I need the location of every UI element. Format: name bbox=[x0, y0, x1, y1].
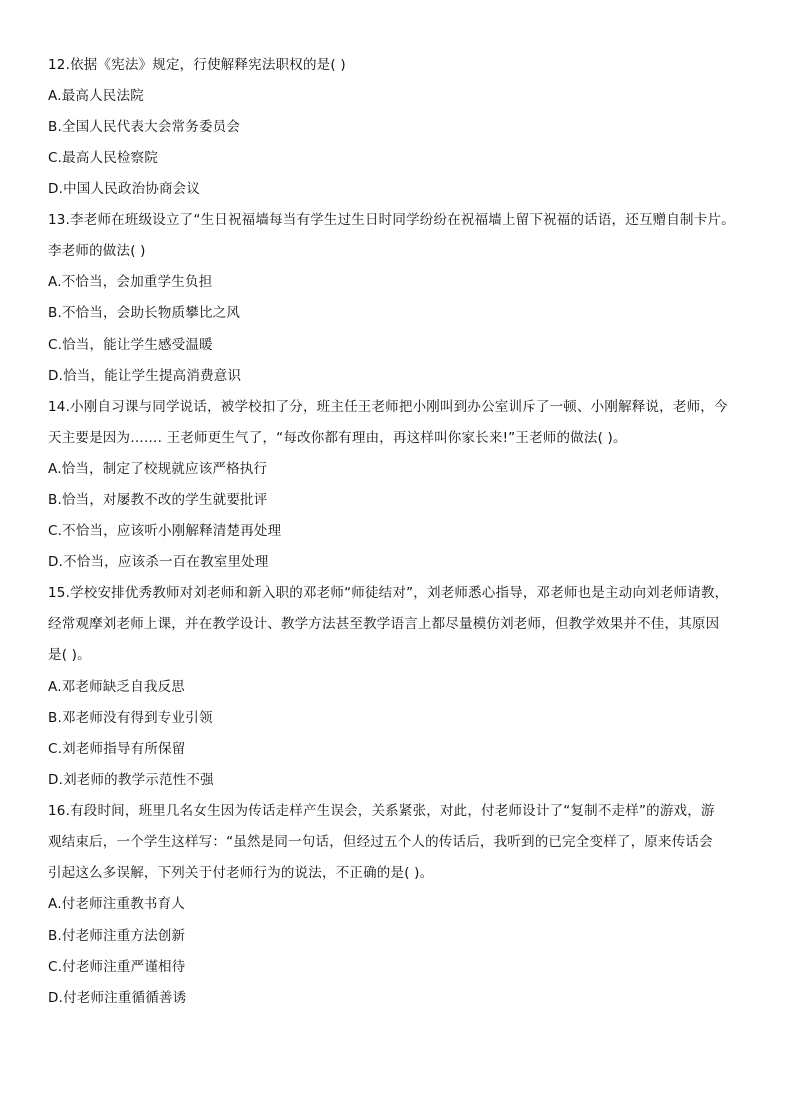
question-13-option-b: B.不恰当，会助长物质攀比之风 bbox=[48, 305, 241, 321]
question-15-stem-line-2: 经常观摩刘老师上课，并在教学设计、教学方法甚至教学语言上都尽量模仿刘老师，但教学效果并不佳，其原因 bbox=[48, 616, 720, 632]
question-14-option-a: A.恰当，制定了校规就应该严格执行 bbox=[48, 461, 268, 477]
question-16-stem-line-1: 16.有段时间，班里几名女生因为传话走样产生误会，关系紧张，对此，付老师设计了“复制不走样”的游戏，游 bbox=[48, 803, 715, 819]
question-12-stem-line-1: 12.依据《宪法》规定，行使解释宪法职权的是( ) bbox=[48, 57, 346, 73]
question-12-option-d: D.中国人民政治协商会议 bbox=[48, 181, 201, 197]
question-15-option-a: A.邓老师缺乏自我反思 bbox=[48, 679, 185, 695]
question-12-option-a: A.最高人民法院 bbox=[48, 88, 144, 104]
question-13-stem-line-2: 李老师的做法( ) bbox=[48, 243, 146, 259]
question-16-option-b: B.付老师注重方法创新 bbox=[48, 928, 186, 944]
question-14-stem-line-2: 天主要是因为……. 王老师更生气了，“每改你都有理由，再这样叫你家长来!”王老师的做法( )。 bbox=[48, 430, 627, 446]
question-14-option-b: B.恰当，对屡教不改的学生就要批评 bbox=[48, 492, 268, 508]
question-15-option-d: D.刘老师的教学示范性不强 bbox=[48, 772, 214, 788]
question-13-option-d: D.恰当，能让学生提高消费意识 bbox=[48, 368, 242, 384]
question-13-option-a: A.不恰当，会加重学生负担 bbox=[48, 274, 213, 290]
question-12-option-c: C.最高人民检察院 bbox=[48, 150, 159, 166]
question-14-option-d: D.不恰当，应该杀一百在教室里处理 bbox=[48, 554, 269, 570]
question-15-stem-line-3: 是( )。 bbox=[48, 647, 91, 663]
question-14-stem-line-1: 14.小刚自习课与同学说话，被学校扣了分，班主任王老师把小刚叫到办公室训斥了一顿、小刚解释说，老师，今 bbox=[48, 399, 728, 415]
question-15-option-c: C.刘老师指导有所保留 bbox=[48, 741, 186, 757]
question-12-option-b: B.全国人民代表大会常务委员会 bbox=[48, 119, 241, 135]
question-15-stem-line-1: 15.学校安排优秀教师对刘老师和新入职的邓老师“师徒结对”，刘老师悉心指导，邓老师也是主动向刘老师请教， bbox=[48, 585, 729, 601]
question-14-option-c: C.不恰当，应该听小刚解释清楚再处理 bbox=[48, 523, 282, 539]
question-16-option-d: D.付老师注重循循善诱 bbox=[48, 990, 187, 1006]
question-16-option-a: A.付老师注重教书育人 bbox=[48, 896, 185, 912]
question-13-option-c: C.恰当，能让学生感受温暖 bbox=[48, 337, 213, 353]
question-15-option-b: B.邓老师没有得到专业引领 bbox=[48, 710, 213, 726]
question-16-stem-line-2: 观结束后，一个学生这样写：“虽然是同一句话，但经过五个人的传话后，我听到的已完全变样了，原来传话会 bbox=[48, 834, 713, 850]
question-16-option-c: C.付老师注重严谨相待 bbox=[48, 959, 186, 975]
question-13-stem-line-1: 13.李老师在班级设立了“生日祝福墙每当有学生过生日时同学纷纷在祝福墙上留下祝福的话语，还互赠自制卡片。 bbox=[48, 212, 735, 228]
question-16-stem-line-3: 引起这么多误解，下列关于付老师行为的说法，不正确的是( )。 bbox=[48, 865, 434, 881]
